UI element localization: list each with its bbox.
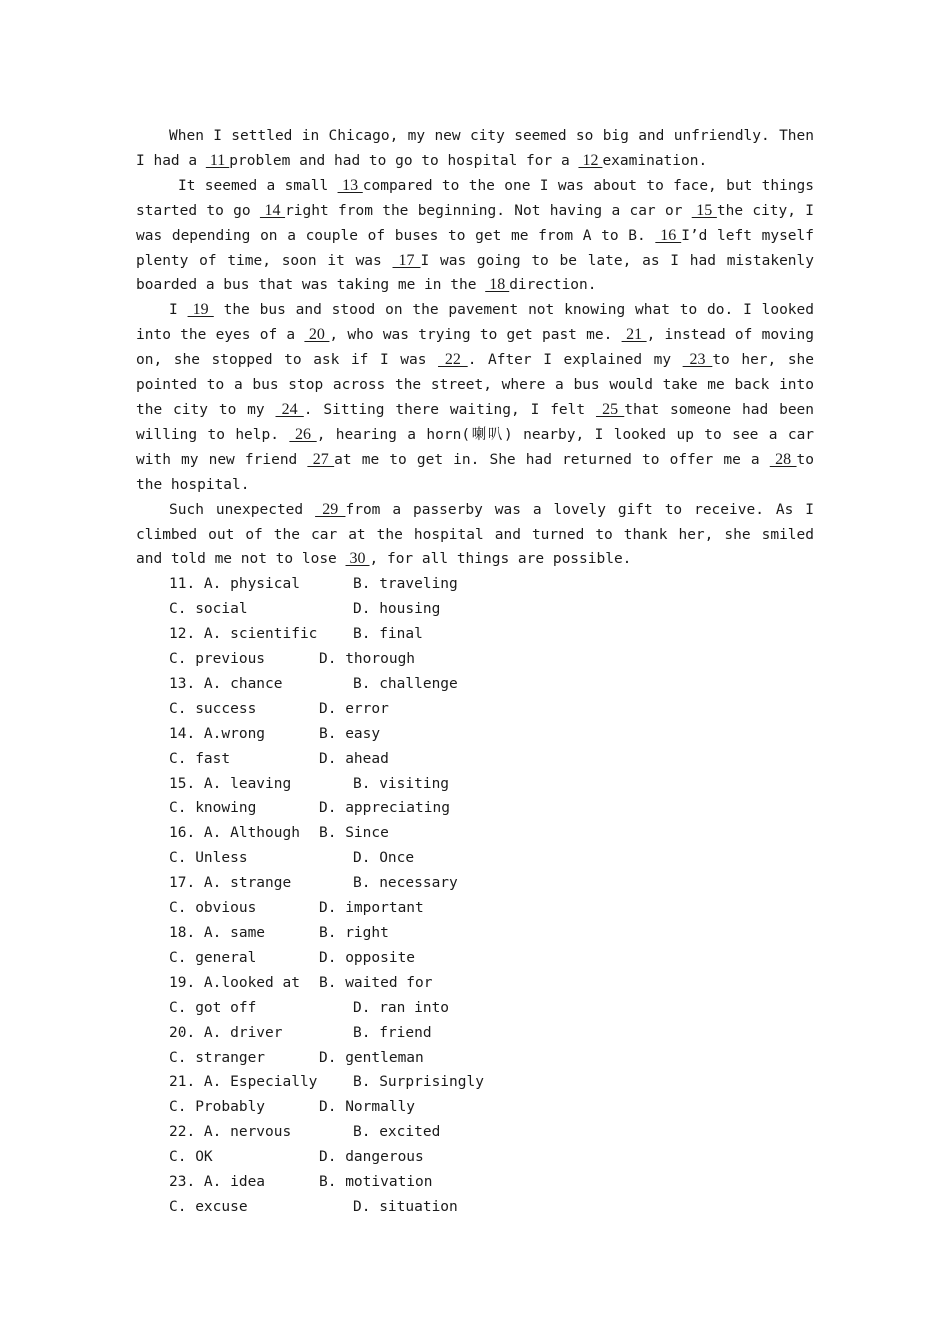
question-row: C. fast D. ahead bbox=[169, 750, 389, 767]
blank-22: 22 bbox=[438, 351, 468, 369]
question-row: C. social D. housing bbox=[169, 601, 441, 618]
document-page bbox=[136, 124, 814, 1220]
blank-18: 18 bbox=[485, 276, 510, 294]
blank-21: 21 bbox=[621, 326, 647, 344]
blank-20: 20 bbox=[304, 326, 330, 344]
blank-24: 24 bbox=[275, 400, 304, 418]
question-row: 13. A. chance B. challenge bbox=[169, 675, 458, 692]
passage-paragraph-2: It seemed a small 13 compared to the one I was about to face, but things started to go 14 right from the beginning. Not having a car or 15 the city, I was depending on a couple of buses to get me from A to B. 16 I’d left myself plenty of time, soon it was 17 I was going to be late, as I had mistakenly boarded a bus that was taking me in the 18 direction. bbox=[136, 176, 815, 294]
question-row: C. obvious D. important bbox=[169, 900, 424, 917]
question-row: 19. A.looked at B. waited for bbox=[169, 974, 433, 991]
question-row: 23. A. idea B. motivation bbox=[169, 1174, 433, 1191]
question-row: C. success D. error bbox=[169, 700, 389, 717]
blank-12: 12 bbox=[578, 151, 603, 169]
blank-13: 13 bbox=[337, 176, 363, 194]
question-row: 20. A. driver B. friend bbox=[169, 1024, 432, 1041]
passage-paragraph-3: I 19 the bus and stood on the pavement not knowing what to do. I looked into the eyes of a 20 , who was trying to get past me. 21 , instead of moving on, she stopped to ask if I was 22 . After I explained my 23 to her, she pointed to a bus stop across the street, where a bus would take me back into the city to my 24 . Sitting there waiting, I felt 25 that someone had been willing to help. 26 , hearing a horn(喇叭) nearby, I looked up to see a car with my new friend 27 at me to get in. She had returned to offer me a 28 to the hospital. bbox=[136, 301, 815, 493]
passage-paragraph-4: Such unexpected 29 from a passerby was a lovely gift to receive. As I climbed out of the car at the hospital and turned to thank her, she smiled and told me not to lose 30 , for all things are possible. bbox=[136, 500, 814, 568]
passage-paragraph-1: When I settled in Chicago, my new city seemed so big and unfriendly. Then I had a 11 problem and had to go to hospital for a 12 examination. bbox=[136, 128, 814, 169]
question-row: C. got off D. ran into bbox=[169, 999, 450, 1016]
question-row: 16. A. Although B. Since bbox=[169, 825, 389, 842]
question-row: C. stranger D. gentleman bbox=[169, 1049, 424, 1066]
question-row: C. Unless D. Once bbox=[169, 850, 415, 867]
blank-26: 26 bbox=[289, 425, 317, 443]
question-row: 17. A. strange B. necessary bbox=[169, 875, 458, 892]
question-row: C. general D. opposite bbox=[169, 949, 416, 966]
question-row: 12. A. scientific B. final bbox=[169, 626, 423, 643]
blank-16: 16 bbox=[655, 226, 682, 244]
question-row: C. excuse D. situation bbox=[169, 1198, 458, 1215]
blank-29: 29 bbox=[315, 500, 346, 518]
blank-15: 15 bbox=[691, 201, 717, 219]
question-row: 14. A.wrong B. easy bbox=[169, 725, 381, 742]
question-row: 21. A. Especially B. Surprisingly bbox=[169, 1074, 484, 1091]
question-list bbox=[136, 572, 814, 1220]
blank-27: 27 bbox=[307, 450, 335, 468]
blank-30: 30 bbox=[345, 550, 370, 568]
blank-17: 17 bbox=[392, 251, 421, 269]
question-row: 15. A. leaving B. visiting bbox=[169, 775, 450, 792]
blank-14: 14 bbox=[259, 201, 286, 219]
blank-19: 19 bbox=[187, 301, 214, 319]
blank-28: 28 bbox=[769, 450, 797, 468]
question-row: C. Probably D. Normally bbox=[169, 1099, 416, 1116]
question-row: 22. A. nervous B. excited bbox=[169, 1124, 441, 1141]
question-row: 18. A. same B. right bbox=[169, 925, 389, 941]
blank-23: 23 bbox=[682, 351, 713, 369]
question-row: C. previous D. thorough bbox=[169, 651, 416, 668]
question-row: C. knowing D. appreciating bbox=[169, 800, 450, 817]
question-row: 11. A. physical B. traveling bbox=[169, 576, 458, 593]
question-row: C. OK D. dangerous bbox=[169, 1149, 424, 1166]
blank-25: 25 bbox=[595, 400, 625, 418]
blank-11: 11 bbox=[205, 151, 230, 169]
